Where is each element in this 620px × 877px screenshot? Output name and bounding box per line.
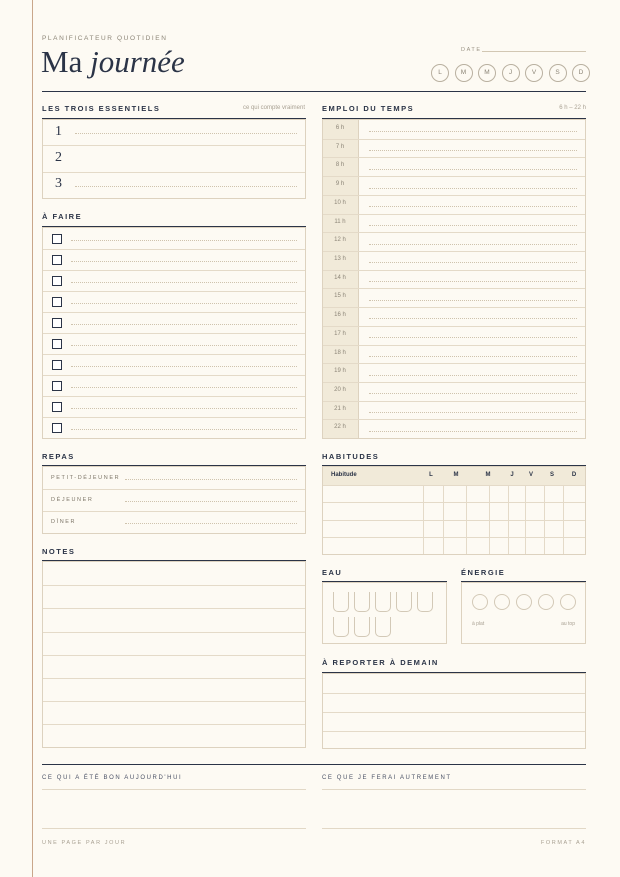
note-line [43, 701, 305, 702]
hour-divider [323, 419, 585, 420]
water-cup-icon[interactable] [375, 617, 391, 637]
hour-line[interactable] [369, 225, 577, 226]
day-circle[interactable]: J [502, 64, 520, 82]
water-title: EAU [322, 568, 343, 577]
energy-level-circle[interactable] [494, 594, 510, 610]
essentials-title: LES TROIS ESSENTIELS [42, 104, 161, 113]
reflection-different-line[interactable] [322, 828, 586, 829]
margin-line [32, 0, 33, 877]
hour-label: 8 h [335, 162, 345, 169]
footer-right: FORMAT A4 [540, 840, 586, 846]
habits-table [322, 466, 586, 555]
hour-line[interactable] [369, 393, 577, 394]
hour-divider [323, 139, 585, 140]
day-circle[interactable]: S [549, 64, 567, 82]
todo-checkbox[interactable] [52, 402, 62, 412]
energy-high-label: au top [561, 621, 575, 627]
hour-line[interactable] [369, 244, 577, 245]
todo-checkbox[interactable] [52, 276, 62, 286]
todo-line[interactable] [71, 303, 297, 304]
note-line [43, 632, 305, 633]
habit-col-divider [466, 485, 467, 554]
hour-divider [323, 270, 585, 271]
todo-checkbox[interactable] [52, 234, 62, 244]
energy-level-circle[interactable] [538, 594, 554, 610]
todo-divider [43, 312, 305, 313]
energy-level-circle[interactable] [560, 594, 576, 610]
meal-label: DÉJEUNER [51, 497, 94, 503]
todo-line[interactable] [71, 408, 297, 409]
meals-box [42, 466, 306, 534]
schedule-title: EMPLOI DU TEMPS [322, 104, 415, 113]
hour-line[interactable] [369, 206, 577, 207]
day-circle[interactable]: M [455, 64, 473, 82]
todo-title: À FAIRE [42, 212, 83, 221]
todo-divider [43, 354, 305, 355]
habit-col-divider [423, 485, 424, 554]
essentials-subtitle: ce qui compte vraiment [242, 105, 305, 111]
habits-header-label: Habitude [331, 472, 357, 478]
hour-label: 9 h [335, 181, 345, 188]
hour-divider [323, 214, 585, 215]
hour-label: 14 h [334, 274, 346, 281]
hour-divider [323, 288, 585, 289]
todo-line[interactable] [71, 429, 297, 430]
habit-col-divider [443, 485, 444, 554]
habit-name-cell[interactable] [323, 485, 423, 502]
hour-label: 6 h [335, 125, 345, 131]
meals-title: REPAS [42, 452, 75, 461]
hour-divider [323, 176, 585, 177]
note-line [43, 724, 305, 725]
water-cup-icon[interactable] [333, 592, 349, 612]
hour-divider [323, 232, 585, 233]
meal-line[interactable] [125, 501, 297, 502]
habit-day-header: L [429, 472, 433, 478]
footer-left: UNE PAGE PAR JOUR [42, 840, 127, 846]
hour-line[interactable] [369, 262, 577, 263]
hour-label: 21 h [334, 405, 346, 412]
day-circle[interactable]: V [525, 64, 543, 82]
page-title-plain: Ma [41, 44, 91, 79]
note-line [43, 678, 305, 679]
hour-line[interactable] [369, 281, 577, 282]
habit-day-header: D [571, 472, 577, 478]
meal-label: DÎNER [51, 519, 77, 525]
water-cup-icon[interactable] [375, 592, 391, 612]
hour-label: 20 h [334, 386, 346, 393]
essential-line[interactable] [75, 186, 297, 187]
energy-tracker [461, 582, 586, 644]
planner-kicker: PLANIFICATEUR QUOTIDIEN [42, 35, 168, 42]
hour-label: 7 h [335, 143, 345, 150]
essentials-box [42, 119, 306, 199]
hour-divider [323, 363, 585, 364]
hour-divider [323, 401, 585, 402]
hour-divider [323, 326, 585, 327]
hour-label: 18 h [334, 349, 346, 356]
habit-col-divider [563, 485, 564, 554]
hour-label: 17 h [334, 330, 346, 337]
habit-col-divider [544, 485, 545, 554]
note-line [43, 608, 305, 609]
hour-label: 16 h [334, 312, 346, 319]
reflection-different-line[interactable] [322, 789, 586, 790]
energy-title: ÉNERGIE [461, 568, 506, 577]
todo-divider [43, 291, 305, 292]
hour-line[interactable] [369, 356, 577, 357]
todo-line[interactable] [71, 282, 297, 283]
habit-day-header: S [549, 472, 554, 478]
habit-day-header: V [528, 472, 533, 478]
page-title [41, 44, 185, 80]
hour-line[interactable] [369, 337, 577, 338]
hour-divider [323, 307, 585, 308]
hour-divider [323, 195, 585, 196]
todo-line[interactable] [71, 387, 297, 388]
todo-checkbox[interactable] [52, 339, 62, 349]
habit-day-header: M [485, 472, 491, 478]
postpone-line [323, 712, 585, 713]
water-cup-icon[interactable] [396, 592, 412, 612]
postpone-line [323, 731, 585, 732]
habit-day-header: J [510, 472, 514, 478]
hour-line[interactable] [369, 318, 577, 319]
date-label: DATE [461, 47, 482, 53]
notes-title: NOTES [42, 547, 76, 556]
meal-line[interactable] [125, 479, 297, 480]
todo-checkbox[interactable] [52, 255, 62, 265]
essential-number: 3 [55, 176, 62, 191]
hour-line[interactable] [369, 431, 577, 432]
todo-divider [43, 417, 305, 418]
habit-col-divider [508, 485, 509, 554]
todo-checkbox[interactable] [52, 318, 62, 328]
energy-low-label: à plat [472, 621, 485, 627]
reflection-different-label: CE QUE JE FERAI AUTREMENT [322, 775, 452, 781]
energy-level-circle[interactable] [472, 594, 488, 610]
meal-label: PETIT-DÉJEUNER [51, 475, 121, 481]
todo-checkbox[interactable] [52, 360, 62, 370]
hour-line[interactable] [369, 300, 577, 301]
note-line [43, 655, 305, 656]
todo-divider [43, 270, 305, 271]
hour-label: 15 h [334, 293, 346, 300]
hour-line[interactable] [369, 188, 577, 189]
water-cup-icon[interactable] [354, 617, 370, 637]
habit-col-divider [525, 485, 526, 554]
habit-name-cell[interactable] [323, 538, 423, 555]
todo-divider [43, 396, 305, 397]
meal-line[interactable] [125, 523, 297, 524]
todo-list [42, 227, 306, 439]
hour-divider [323, 382, 585, 383]
water-tracker [322, 582, 447, 644]
energy-level-circle[interactable] [516, 594, 532, 610]
page-title-italic: journée [90, 44, 185, 79]
todo-line[interactable] [71, 366, 297, 367]
hour-label: 12 h [334, 237, 346, 244]
schedule-range: 6 h – 22 h [559, 105, 586, 111]
water-cup-icon[interactable] [417, 592, 433, 612]
hour-divider [323, 157, 585, 158]
todo-checkbox[interactable] [52, 381, 62, 391]
reflection-good-label: CE QUI A ÉTÉ BON AUJOURD'HUI [42, 775, 183, 781]
hour-label: 10 h [334, 199, 346, 206]
hour-label: 11 h [334, 218, 346, 225]
reflection-good-line[interactable] [42, 789, 306, 790]
habit-name-cell[interactable] [323, 503, 423, 520]
habit-name-cell[interactable] [323, 520, 423, 537]
todo-line[interactable] [71, 345, 297, 346]
water-cup-icon[interactable] [354, 592, 370, 612]
notes-area[interactable] [42, 561, 306, 748]
day-circle[interactable]: L [431, 64, 449, 82]
hour-line[interactable] [369, 169, 577, 170]
header-rule [42, 91, 586, 92]
hour-divider [323, 345, 585, 346]
schedule-grid [322, 119, 586, 439]
habits-title: HABITUDES [322, 452, 380, 461]
essential-line[interactable] [75, 133, 297, 134]
todo-checkbox[interactable] [52, 423, 62, 433]
todo-divider [43, 375, 305, 376]
hour-line[interactable] [369, 131, 577, 132]
day-circle[interactable]: D [572, 64, 590, 82]
water-cup-icon[interactable] [333, 617, 349, 637]
hour-label: 13 h [334, 255, 346, 262]
postpone-list[interactable] [322, 673, 586, 749]
hour-line[interactable] [369, 412, 577, 413]
todo-divider [43, 333, 305, 334]
postpone-title: À REPORTER À DEMAIN [322, 658, 439, 667]
essential-number: 1 [55, 124, 62, 139]
habit-col-divider [489, 485, 490, 554]
todo-line[interactable] [71, 240, 297, 241]
todo-line[interactable] [71, 324, 297, 325]
habit-day-header: M [453, 472, 459, 478]
todo-line[interactable] [71, 261, 297, 262]
reflection-good-line[interactable] [42, 828, 306, 829]
hour-line[interactable] [369, 150, 577, 151]
todo-divider [43, 249, 305, 250]
day-circle[interactable]: M [478, 64, 496, 82]
hour-divider [323, 251, 585, 252]
todo-checkbox[interactable] [52, 297, 62, 307]
hour-label: 22 h [334, 424, 346, 431]
hour-label: 19 h [334, 368, 346, 375]
essential-number: 2 [55, 150, 62, 165]
reflection-rule [42, 764, 586, 765]
postpone-line [323, 693, 585, 694]
hour-line[interactable] [369, 375, 577, 376]
note-line [43, 585, 305, 586]
date-field[interactable] [482, 51, 586, 52]
